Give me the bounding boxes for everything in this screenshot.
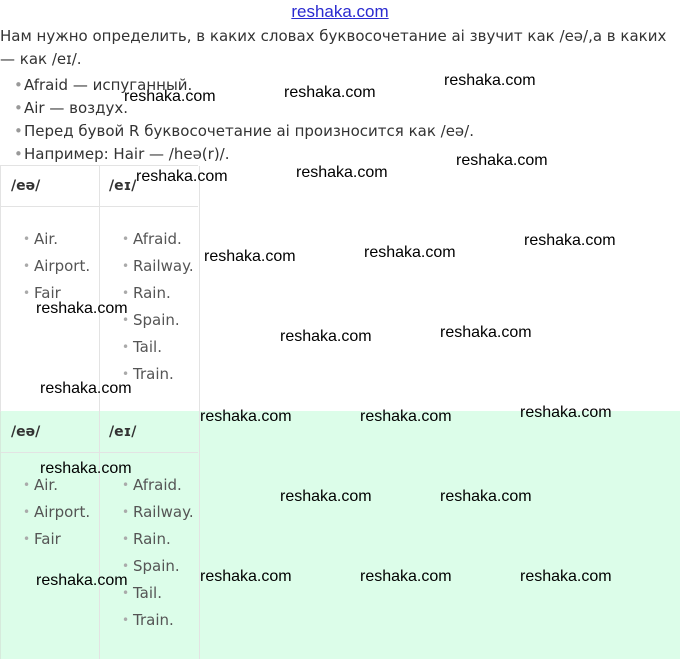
table-column-ei — [99, 166, 200, 412]
bullet-item: • Например: Hair — /heə(r)/. — [14, 143, 474, 166]
list-item: • Airport. — [23, 253, 90, 280]
watermark: reshaka.com — [364, 244, 456, 261]
watermark: reshaka.com — [360, 568, 452, 585]
watermark: reshaka.com — [520, 404, 612, 421]
column-header: /eɪ/ — [109, 424, 137, 440]
watermark: reshaka.com — [360, 408, 452, 425]
list-item: • Afraid. — [122, 226, 194, 253]
watermark: reshaka.com — [136, 168, 228, 185]
watermark: reshaka.com — [124, 88, 216, 105]
watermark: reshaka.com — [284, 84, 376, 101]
word-list — [23, 472, 90, 553]
watermark: reshaka.com — [40, 380, 132, 397]
sound-table-2 — [0, 412, 198, 659]
watermark: reshaka.com — [456, 152, 548, 169]
list-item: • Fair — [23, 280, 90, 307]
watermark: reshaka.com — [296, 164, 388, 181]
bullet-item: • Afraid — испуганный. — [14, 74, 474, 97]
list-item: • Tail. — [122, 334, 194, 361]
list-item: • Railway. — [122, 253, 194, 280]
watermark: reshaka.com — [280, 488, 372, 505]
watermark: reshaka.com — [440, 324, 532, 341]
list-item: • Airport. — [23, 499, 90, 526]
list-item: • Tail. — [122, 580, 194, 607]
watermark: reshaka.com — [200, 408, 292, 425]
list-item: • Rain. — [122, 526, 194, 553]
list-item: • Fair — [23, 526, 90, 553]
watermark: reshaka.com — [200, 568, 292, 585]
list-item: • Spain. — [122, 553, 194, 580]
table-column-ea — [1, 166, 99, 412]
watermark: reshaka.com — [440, 488, 532, 505]
watermark: reshaka.com — [280, 328, 372, 345]
list-item: • Air. — [23, 472, 90, 499]
site-link[interactable]: reshaka.com — [291, 2, 389, 21]
list-item: • Rain. — [122, 280, 194, 307]
bullet-item: • Air — воздух. — [14, 97, 474, 120]
list-item: • Train. — [122, 361, 194, 388]
watermark: reshaka.com — [204, 248, 296, 265]
word-list — [122, 226, 194, 388]
bullet-list — [14, 74, 474, 166]
word-list — [122, 472, 194, 634]
list-item: • Train. — [122, 607, 194, 634]
column-header: /eə/ — [11, 424, 41, 440]
list-item: • Air. — [23, 226, 90, 253]
list-item: • Afraid. — [122, 472, 194, 499]
sound-table-1 — [0, 165, 198, 412]
table-column-ei — [99, 412, 200, 659]
bullet-item: • Перед бувой R буквосочетание ai произносится как /eə/. — [14, 120, 474, 143]
watermark: reshaka.com — [36, 300, 128, 317]
watermark: reshaka.com — [520, 568, 612, 585]
column-header: /eɪ/ — [109, 178, 137, 194]
watermark: reshaka.com — [36, 572, 128, 589]
watermark: reshaka.com — [40, 460, 132, 477]
watermark: reshaka.com — [524, 232, 616, 249]
word-list — [23, 226, 90, 307]
column-header: /eə/ — [11, 178, 41, 194]
intro-text: Нам нужно определить, в каких словах буквосочетание ai звучит как /eə/,а в каких — как /eɪ/. — [0, 27, 667, 68]
table-column-ea — [1, 412, 99, 659]
list-item: • Spain. — [122, 307, 194, 334]
watermark: reshaka.com — [444, 72, 536, 89]
list-item: • Railway. — [122, 499, 194, 526]
